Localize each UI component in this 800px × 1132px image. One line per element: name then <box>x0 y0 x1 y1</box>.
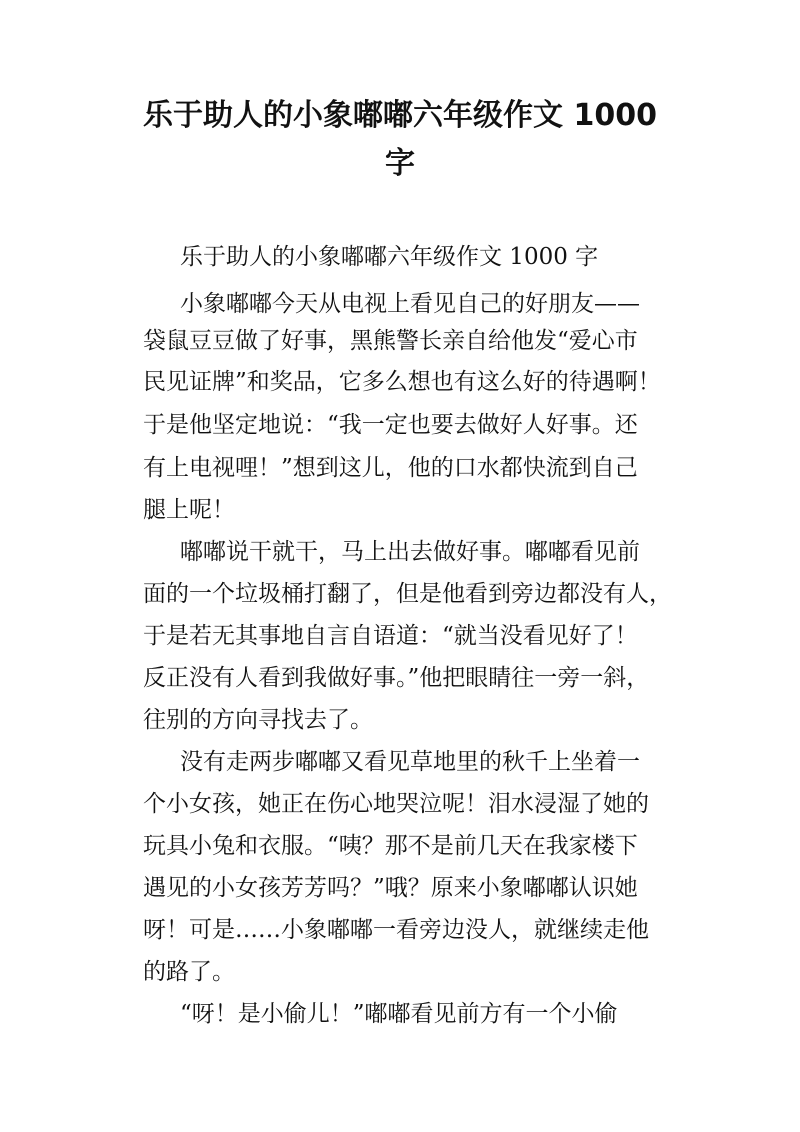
paragraph-line: 民见证牌”和奖品，它多么想也有这么好的待遇啊！ <box>143 369 661 395</box>
paragraph-line: 于是若无其事地自言自语道：“就当没看见好了！ <box>143 623 638 649</box>
paragraph-line: 的路了。 <box>143 959 235 985</box>
paragraph-line: 呀！可是……小象嘟嘟一看旁边没人，就继续走他 <box>143 917 649 943</box>
paragraph-line: 于是他坚定地说：“我一定也要去做好人好事。还 <box>143 412 638 438</box>
paragraph-line: 腿上呢！ <box>143 497 235 523</box>
title-line-2: 字 <box>385 146 415 181</box>
document-title <box>120 92 680 188</box>
paragraph-line: 有上电视哩！”想到这儿，他的口水都快流到自己 <box>143 455 638 481</box>
paragraph-line: 面的一个垃圾桶打翻了，但是他看到旁边都没有人， <box>143 581 672 607</box>
paragraph-line: 遇见的小女孩芳芳吗？”哦？原来小象嘟嘟认识她 <box>143 875 638 901</box>
paragraph-line: 小象嘟嘟今天从电视上看见自己的好朋友—— <box>180 291 640 317</box>
title-line-1: 乐于助人的小象嘟嘟六年级作文 1000 <box>143 98 657 133</box>
paragraph-line: 袋鼠豆豆做了好事，黑熊警长亲自给他发“爱心市 <box>143 328 638 354</box>
paragraph-line: 嘟嘟说干就干，马上出去做好事。嘟嘟看见前 <box>180 539 640 565</box>
paragraph-line: 没有走两步嘟嘟又看见草地里的秋千上坐着一 <box>180 749 640 775</box>
subtitle-line: 乐于助人的小象嘟嘟六年级作文 1000 字 <box>180 244 599 270</box>
paragraph-line: 往别的方向寻找去了。 <box>143 707 373 733</box>
paragraph-line: “呀！是小偷儿！”嘟嘟看见前方有一个小偷 <box>180 1001 618 1027</box>
paragraph-line: 反正没有人看到我做好事。”他把眼睛往一旁一斜， <box>143 665 650 691</box>
paragraph-line: 玩具小兔和衣服。“咦？那不是前几天在我家楼下 <box>143 833 638 859</box>
paragraph-line: 个小女孩，她正在伤心地哭泣呢！泪水浸湿了她的 <box>143 791 649 817</box>
